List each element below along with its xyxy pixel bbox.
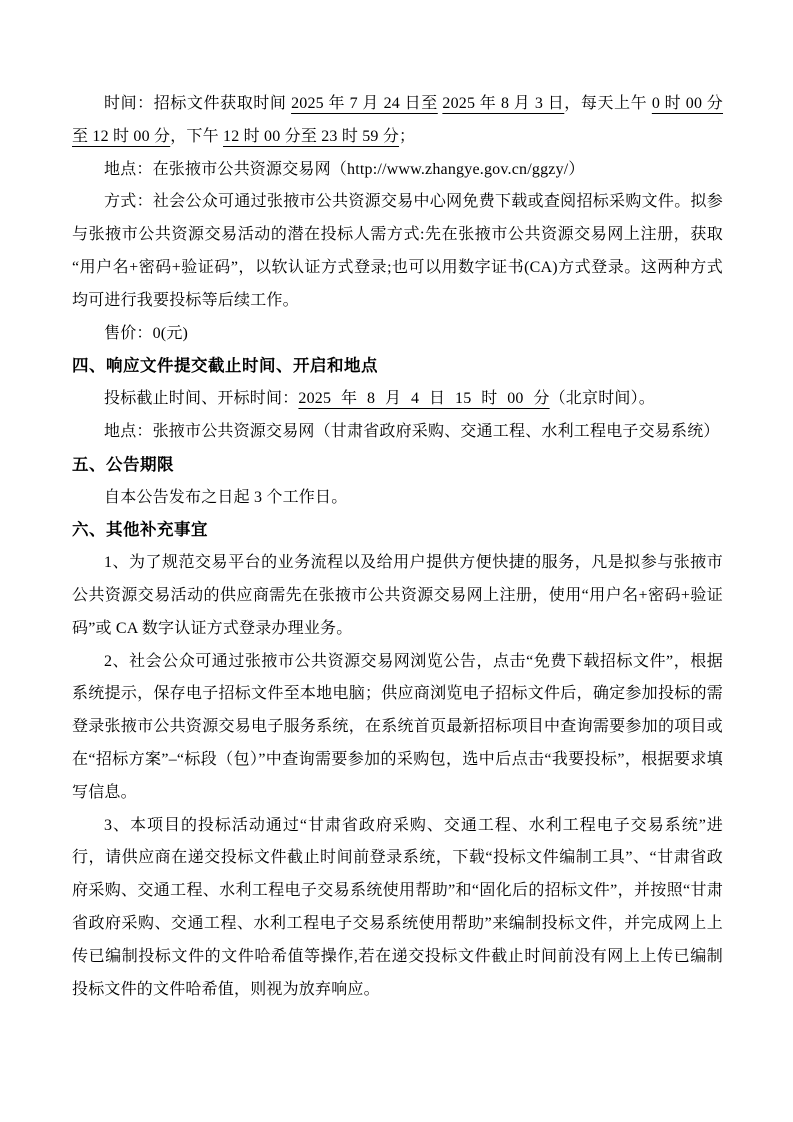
para-supplement-1 bbox=[72, 547, 723, 645]
text-run: ； bbox=[399, 127, 416, 145]
para-bid-deadline bbox=[72, 383, 723, 416]
text-run: 售价：0(元) bbox=[104, 324, 189, 342]
text-run: 时间：招标文件获取时间 bbox=[104, 95, 292, 112]
heading-section-4 bbox=[72, 350, 723, 383]
para-bid-open-place bbox=[72, 416, 723, 449]
text-run: ，下午 bbox=[170, 127, 224, 145]
text-run: 1、为了规范交易平台的业务流程以及给用户提供方便快捷的服务，凡是拟参与张掖市公共资源交易活动的供应商需先在张掖市公共资源交易网上注册，使用“用户名+密码+验证码”或 CA 数字认证方式登录办理业务。 bbox=[72, 554, 723, 637]
text-run: （北京时间）。 bbox=[549, 390, 656, 408]
text-run: 四、响应文件提交截止时间、开启和地点 bbox=[72, 356, 378, 376]
underlined-text-run: 2025 年 8 月 4 日 15 时 00 分 bbox=[298, 390, 550, 408]
para-file-obtain-method bbox=[72, 186, 723, 317]
text-run: 地点：在张掖市公共资源交易网（http://www.zhangye.gov.cn/ggzy/） bbox=[104, 160, 585, 178]
text-run: 地点：张掖市公共资源交易网（甘肃省政府采购、交通工程、水利工程电子交易系统） bbox=[104, 422, 720, 440]
para-price bbox=[72, 318, 723, 351]
heading-section-5 bbox=[72, 449, 723, 482]
document-body bbox=[72, 88, 723, 1006]
para-file-obtain-time bbox=[72, 88, 723, 154]
text-run: 六、其他补充事宜 bbox=[72, 520, 208, 540]
underlined-text-run: 0 时 00 分至 12 时 00 分 bbox=[72, 95, 724, 145]
heading-section-6 bbox=[72, 514, 723, 547]
para-file-obtain-place bbox=[72, 154, 723, 187]
text-run: 方式：社会公众可通过张掖市公共资源交易中心网免费下载或查阅招标采购文件。拟参与张掖市公共资源交易活动的潜在投标人需方式:先在张掖市公共资源交易网上注册，获取“用户名+密码+验证码”，以软认证方式登录;也可以用数字证书(CA)方式登录。这两种方式均可进行我要投标等后续工作。 bbox=[72, 193, 723, 309]
text-run: 3、本项目的投标活动通过“甘肃省政府采购、交通工程、水利工程电子交易系统”进行，请供应商在递交投标文件截止时间前登录系统，下载“投标文件编制工具”、“甘肃省政府采购、交通工程、水利工程电子交易系统使用帮助”和“固化后的招标文件”，并按照“甘肃省政府采购、交通工程、水利工程电子交易系统使用帮助”来编制投标文件，并完成网上上传已编制投标文件的文件哈希值等操作,若在递交投标文件截止时间前没有网上上传已编制投标文件的文件哈希值，则视为放弃响应。 bbox=[72, 816, 723, 998]
para-supplement-3 bbox=[72, 810, 723, 1007]
text-run: ，每天上午 bbox=[564, 95, 652, 112]
text-run: 五、公告期限 bbox=[72, 454, 174, 474]
underlined-text-run: 2025 年 8 月 3 日 bbox=[442, 95, 565, 112]
text-run: 投标截止时间、开标时间： bbox=[104, 390, 299, 408]
para-supplement-2 bbox=[72, 646, 723, 810]
underlined-text-run: 2025 年 7 月 24 日至 bbox=[291, 95, 438, 112]
text-run: 2、社会公众可通过张掖市公共资源交易网浏览公告，点击“免费下载招标文件”，根据系统提示，保存电子招标文件至本地电脑；供应商浏览电子招标文件后，确定参加投标的需登录张掖市公共资源交易电子服务系统，在系统首页最新招标项目中查询需要参加的项目或在“招标方案”–“标段（包）”中查询需要参加的采购包，选中后点击“我要投标”，根据要求填写信息。 bbox=[72, 652, 723, 801]
underlined-text-run: 12 时 00 分至 23 时 59 分 bbox=[223, 127, 400, 145]
text-run: 自本公告发布之日起 3 个工作日。 bbox=[104, 488, 348, 506]
para-notice-period bbox=[72, 482, 723, 515]
